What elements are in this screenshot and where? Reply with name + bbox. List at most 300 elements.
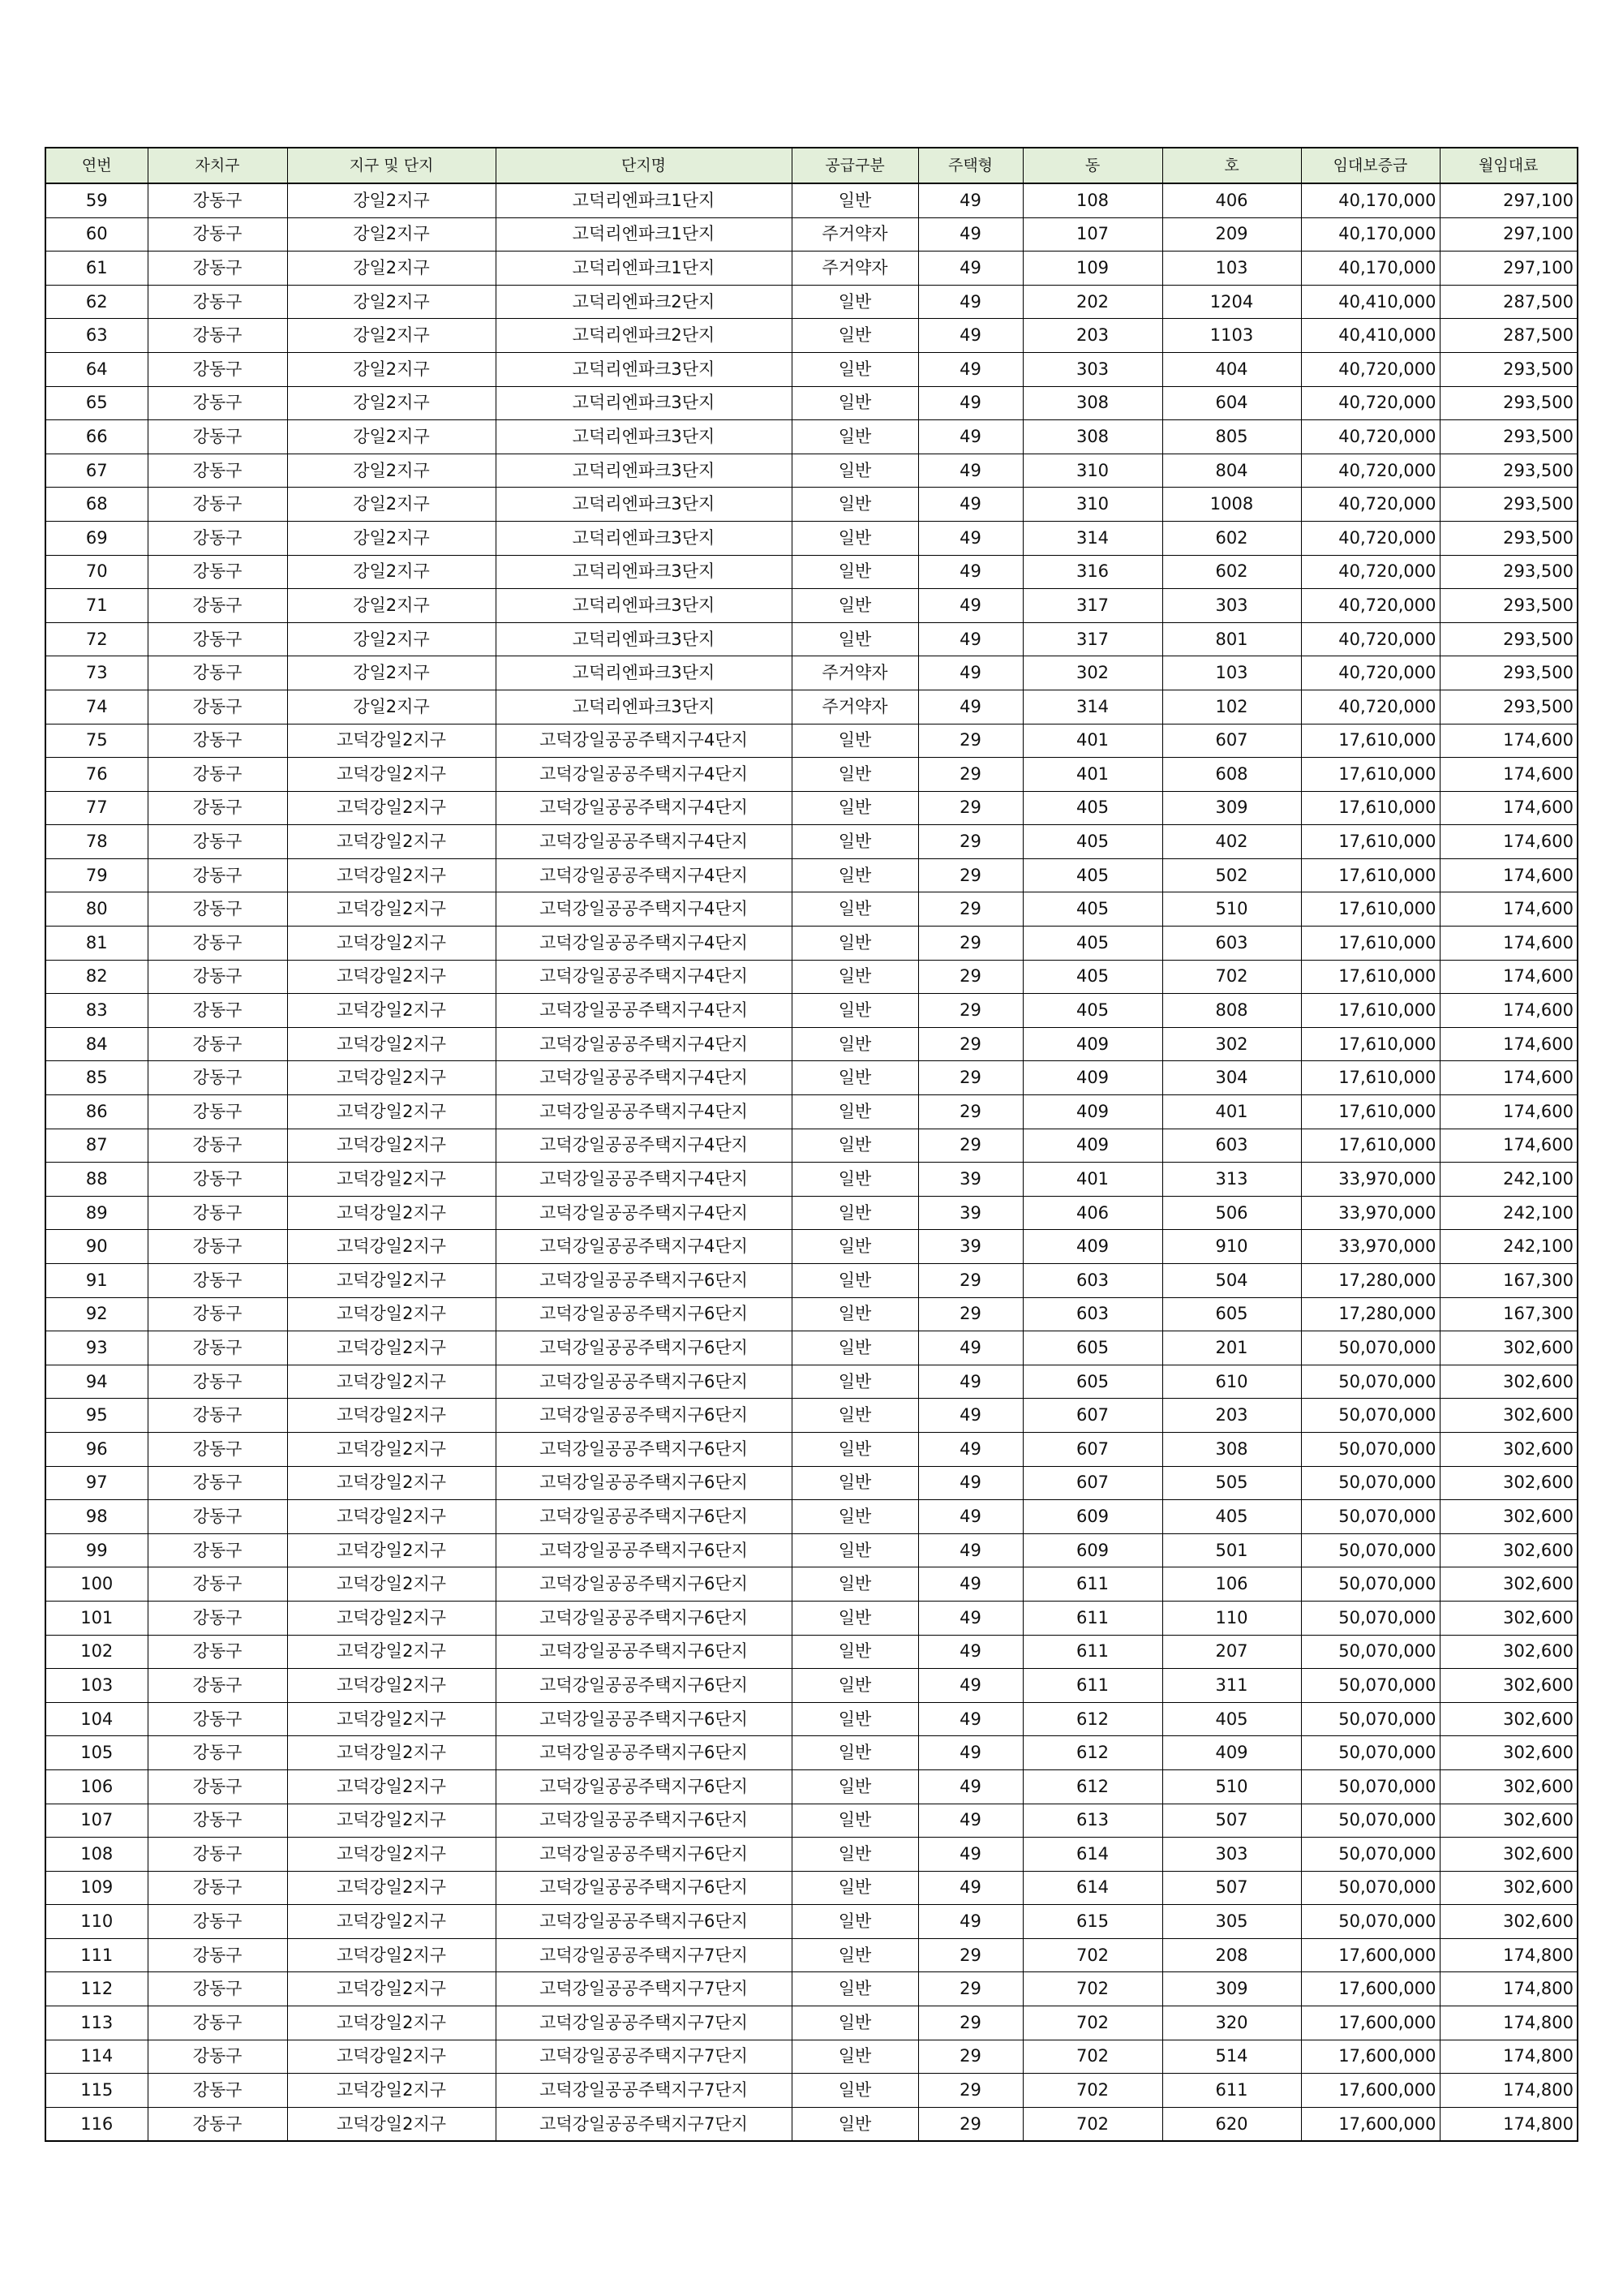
- zone-cell: 고덕강일2지구: [287, 2107, 496, 2141]
- complex-cell: 고덕강일공공주택지구7단지: [496, 2006, 792, 2040]
- deposit-cell: 17,610,000: [1301, 758, 1440, 792]
- unit-cell: 502: [1162, 858, 1301, 892]
- zone-cell: 강일2지구: [287, 589, 496, 623]
- zone-cell: 고덕강일2지구: [287, 1466, 496, 1500]
- zone-cell: 고덕강일2지구: [287, 2040, 496, 2074]
- complex-cell: 고덕강일공공주택지구6단지: [496, 1297, 792, 1331]
- district-cell: 강동구: [148, 1567, 287, 1602]
- unit-type-cell: 49: [918, 217, 1023, 252]
- deposit-cell: 50,070,000: [1301, 1399, 1440, 1433]
- building-cell: 702: [1023, 2107, 1162, 2141]
- deposit-cell: 50,070,000: [1301, 1635, 1440, 1669]
- deposit-cell: 17,610,000: [1301, 960, 1440, 994]
- unit-type-cell: 29: [918, 2006, 1023, 2040]
- unit-type-cell: 29: [918, 960, 1023, 994]
- rent-cell: 174,600: [1440, 724, 1578, 758]
- supply-type-cell: 일반: [792, 1466, 918, 1500]
- col-header-rent: 월임대료: [1440, 148, 1578, 183]
- deposit-cell: 17,610,000: [1301, 927, 1440, 961]
- district-cell: 강동구: [148, 690, 287, 724]
- supply-type-cell: 일반: [792, 1871, 918, 1905]
- deposit-cell: 50,070,000: [1301, 1601, 1440, 1635]
- complex-cell: 고덕강일공공주택지구4단지: [496, 994, 792, 1028]
- unit-cell: 607: [1162, 724, 1301, 758]
- rent-cell: 302,600: [1440, 1769, 1578, 1804]
- building-cell: 405: [1023, 791, 1162, 825]
- district-cell: 강동구: [148, 892, 287, 927]
- deposit-cell: 40,720,000: [1301, 386, 1440, 420]
- district-cell: 강동구: [148, 1129, 287, 1163]
- district-cell: 강동구: [148, 2074, 287, 2108]
- zone-cell: 고덕강일2지구: [287, 1635, 496, 1669]
- unit-cell: 620: [1162, 2107, 1301, 2141]
- complex-cell: 고덕강일공공주택지구4단지: [496, 1230, 792, 1264]
- supply-type-cell: 일반: [792, 622, 918, 656]
- supply-type-cell: 일반: [792, 1163, 918, 1197]
- supply-type-cell: 일반: [792, 1365, 918, 1399]
- unit-type-cell: 49: [918, 1601, 1023, 1635]
- unit-cell: 1204: [1162, 285, 1301, 319]
- unit-type-cell: 29: [918, 825, 1023, 859]
- complex-cell: 고덕강일공공주택지구4단지: [496, 927, 792, 961]
- complex-cell: 고덕강일공공주택지구6단지: [496, 1702, 792, 1736]
- seq-cell: 70: [45, 555, 148, 589]
- complex-cell: 고덕리엔파크1단지: [496, 183, 792, 217]
- unit-type-cell: 49: [918, 521, 1023, 555]
- unit-cell: 507: [1162, 1804, 1301, 1838]
- seq-cell: 93: [45, 1331, 148, 1365]
- unit-type-cell: 49: [918, 1871, 1023, 1905]
- complex-cell: 고덕리엔파크3단지: [496, 589, 792, 623]
- zone-cell: 고덕강일2지구: [287, 1432, 496, 1466]
- seq-cell: 65: [45, 386, 148, 420]
- zone-cell: 강일2지구: [287, 183, 496, 217]
- deposit-cell: 40,720,000: [1301, 488, 1440, 522]
- deposit-cell: 17,610,000: [1301, 825, 1440, 859]
- seq-cell: 76: [45, 758, 148, 792]
- table-row: [45, 1230, 1578, 1264]
- district-cell: 강동구: [148, 1095, 287, 1129]
- deposit-cell: 17,610,000: [1301, 1095, 1440, 1129]
- unit-cell: 404: [1162, 352, 1301, 386]
- building-cell: 405: [1023, 825, 1162, 859]
- building-cell: 607: [1023, 1399, 1162, 1433]
- district-cell: 강동구: [148, 1938, 287, 1972]
- unit-cell: 808: [1162, 994, 1301, 1028]
- district-cell: 강동구: [148, 1601, 287, 1635]
- unit-type-cell: 29: [918, 892, 1023, 927]
- rent-cell: 293,500: [1440, 454, 1578, 488]
- seq-cell: 111: [45, 1938, 148, 1972]
- rent-cell: 287,500: [1440, 319, 1578, 353]
- unit-cell: 103: [1162, 656, 1301, 690]
- seq-cell: 84: [45, 1027, 148, 1061]
- seq-cell: 73: [45, 656, 148, 690]
- deposit-cell: 50,070,000: [1301, 1804, 1440, 1838]
- supply-type-cell: 일반: [792, 2107, 918, 2141]
- zone-cell: 강일2지구: [287, 319, 496, 353]
- district-cell: 강동구: [148, 1669, 287, 1703]
- unit-cell: 608: [1162, 758, 1301, 792]
- rent-cell: 293,500: [1440, 521, 1578, 555]
- table-row: [45, 1365, 1578, 1399]
- complex-cell: 고덕리엔파크3단지: [496, 488, 792, 522]
- district-cell: 강동구: [148, 2107, 287, 2141]
- unit-type-cell: 29: [918, 1061, 1023, 1095]
- col-header-zone: 지구 및 단지: [287, 148, 496, 183]
- zone-cell: 강일2지구: [287, 656, 496, 690]
- seq-cell: 94: [45, 1365, 148, 1399]
- zone-cell: 고덕강일2지구: [287, 1567, 496, 1602]
- building-cell: 308: [1023, 386, 1162, 420]
- unit-cell: 505: [1162, 1466, 1301, 1500]
- building-cell: 612: [1023, 1702, 1162, 1736]
- supply-type-cell: 일반: [792, 1095, 918, 1129]
- zone-cell: 고덕강일2지구: [287, 994, 496, 1028]
- complex-cell: 고덕강일공공주택지구4단지: [496, 1095, 792, 1129]
- deposit-cell: 40,720,000: [1301, 420, 1440, 454]
- rent-cell: 293,500: [1440, 690, 1578, 724]
- supply-type-cell: 일반: [792, 1972, 918, 2006]
- building-cell: 409: [1023, 1095, 1162, 1129]
- deposit-cell: 17,600,000: [1301, 2074, 1440, 2108]
- table-row: [45, 1938, 1578, 1972]
- district-cell: 강동구: [148, 217, 287, 252]
- zone-cell: 고덕강일2지구: [287, 1601, 496, 1635]
- unit-cell: 409: [1162, 1736, 1301, 1770]
- supply-type-cell: 일반: [792, 488, 918, 522]
- supply-type-cell: 일반: [792, 1804, 918, 1838]
- zone-cell: 고덕강일2지구: [287, 1702, 496, 1736]
- deposit-cell: 40,720,000: [1301, 622, 1440, 656]
- supply-type-cell: 일반: [792, 1669, 918, 1703]
- seq-cell: 77: [45, 791, 148, 825]
- deposit-cell: 17,610,000: [1301, 1027, 1440, 1061]
- deposit-cell: 50,070,000: [1301, 1736, 1440, 1770]
- building-cell: 409: [1023, 1230, 1162, 1264]
- unit-type-cell: 49: [918, 285, 1023, 319]
- district-cell: 강동구: [148, 656, 287, 690]
- seq-cell: 115: [45, 2074, 148, 2108]
- unit-cell: 106: [1162, 1567, 1301, 1602]
- deposit-cell: 17,610,000: [1301, 724, 1440, 758]
- building-cell: 405: [1023, 994, 1162, 1028]
- unit-type-cell: 49: [918, 1905, 1023, 1939]
- district-cell: 강동구: [148, 252, 287, 286]
- seq-cell: 59: [45, 183, 148, 217]
- housing-table: [45, 147, 1578, 2142]
- zone-cell: 고덕강일2지구: [287, 1669, 496, 1703]
- rent-cell: 174,600: [1440, 1027, 1578, 1061]
- seq-cell: 99: [45, 1533, 148, 1567]
- district-cell: 강동구: [148, 352, 287, 386]
- zone-cell: 고덕강일2지구: [287, 1365, 496, 1399]
- building-cell: 609: [1023, 1500, 1162, 1534]
- seq-cell: 79: [45, 858, 148, 892]
- seq-cell: 80: [45, 892, 148, 927]
- rent-cell: 302,600: [1440, 1838, 1578, 1872]
- seq-cell: 64: [45, 352, 148, 386]
- zone-cell: 고덕강일2지구: [287, 1061, 496, 1095]
- deposit-cell: 40,170,000: [1301, 252, 1440, 286]
- seq-cell: 97: [45, 1466, 148, 1500]
- complex-cell: 고덕강일공공주택지구7단지: [496, 2107, 792, 2141]
- zone-cell: 고덕강일2지구: [287, 858, 496, 892]
- zone-cell: 고덕강일2지구: [287, 1804, 496, 1838]
- unit-cell: 308: [1162, 1432, 1301, 1466]
- zone-cell: 강일2지구: [287, 386, 496, 420]
- district-cell: 강동구: [148, 1331, 287, 1365]
- district-cell: 강동구: [148, 386, 287, 420]
- unit-cell: 110: [1162, 1601, 1301, 1635]
- seq-cell: 105: [45, 1736, 148, 1770]
- rent-cell: 174,600: [1440, 994, 1578, 1028]
- table-row: [45, 352, 1578, 386]
- zone-cell: 강일2지구: [287, 454, 496, 488]
- rent-cell: 297,100: [1440, 217, 1578, 252]
- seq-cell: 113: [45, 2006, 148, 2040]
- seq-cell: 104: [45, 1702, 148, 1736]
- zone-cell: 강일2지구: [287, 521, 496, 555]
- unit-type-cell: 29: [918, 1095, 1023, 1129]
- rent-cell: 174,600: [1440, 927, 1578, 961]
- rent-cell: 167,300: [1440, 1264, 1578, 1298]
- table-row: [45, 2107, 1578, 2141]
- rent-cell: 302,600: [1440, 1702, 1578, 1736]
- unit-cell: 305: [1162, 1905, 1301, 1939]
- complex-cell: 고덕강일공공주택지구6단지: [496, 1264, 792, 1298]
- unit-type-cell: 49: [918, 1432, 1023, 1466]
- seq-cell: 83: [45, 994, 148, 1028]
- zone-cell: 강일2지구: [287, 252, 496, 286]
- complex-cell: 고덕강일공공주택지구7단지: [496, 1938, 792, 1972]
- unit-cell: 208: [1162, 1938, 1301, 1972]
- complex-cell: 고덕강일공공주택지구4단지: [496, 1196, 792, 1230]
- table-row: [45, 622, 1578, 656]
- complex-cell: 고덕리엔파크3단지: [496, 555, 792, 589]
- building-cell: 303: [1023, 352, 1162, 386]
- district-cell: 강동구: [148, 1533, 287, 1567]
- supply-type-cell: 일반: [792, 285, 918, 319]
- zone-cell: 고덕강일2지구: [287, 724, 496, 758]
- zone-cell: 고덕강일2지구: [287, 1769, 496, 1804]
- unit-type-cell: 49: [918, 1533, 1023, 1567]
- complex-cell: 고덕리엔파크3단지: [496, 690, 792, 724]
- unit-type-cell: 29: [918, 1972, 1023, 2006]
- zone-cell: 고덕강일2지구: [287, 1230, 496, 1264]
- complex-cell: 고덕리엔파크3단지: [496, 656, 792, 690]
- building-cell: 603: [1023, 1297, 1162, 1331]
- table-row: [45, 1567, 1578, 1602]
- rent-cell: 302,600: [1440, 1736, 1578, 1770]
- zone-cell: 강일2지구: [287, 488, 496, 522]
- unit-type-cell: 29: [918, 927, 1023, 961]
- zone-cell: 강일2지구: [287, 352, 496, 386]
- seq-cell: 66: [45, 420, 148, 454]
- supply-type-cell: 일반: [792, 994, 918, 1028]
- complex-cell: 고덕강일공공주택지구6단지: [496, 1804, 792, 1838]
- district-cell: 강동구: [148, 589, 287, 623]
- supply-type-cell: 일반: [792, 927, 918, 961]
- complex-cell: 고덕강일공공주택지구4단지: [496, 724, 792, 758]
- supply-type-cell: 일반: [792, 2006, 918, 2040]
- rent-cell: 174,600: [1440, 791, 1578, 825]
- rent-cell: 167,300: [1440, 1297, 1578, 1331]
- unit-cell: 602: [1162, 555, 1301, 589]
- building-cell: 607: [1023, 1466, 1162, 1500]
- building-cell: 611: [1023, 1669, 1162, 1703]
- table-row: [45, 825, 1578, 859]
- unit-cell: 309: [1162, 791, 1301, 825]
- rent-cell: 174,800: [1440, 2107, 1578, 2141]
- supply-type-cell: 일반: [792, 758, 918, 792]
- deposit-cell: 17,600,000: [1301, 2040, 1440, 2074]
- table-row: [45, 858, 1578, 892]
- building-cell: 612: [1023, 1736, 1162, 1770]
- building-cell: 409: [1023, 1061, 1162, 1095]
- unit-cell: 402: [1162, 825, 1301, 859]
- table-row: [45, 1972, 1578, 2006]
- table-row: [45, 1871, 1578, 1905]
- supply-type-cell: 주거약자: [792, 656, 918, 690]
- complex-cell: 고덕강일공공주택지구6단지: [496, 1399, 792, 1433]
- complex-cell: 고덕리엔파크1단지: [496, 252, 792, 286]
- supply-type-cell: 일반: [792, 960, 918, 994]
- zone-cell: 고덕강일2지구: [287, 1972, 496, 2006]
- unit-type-cell: 29: [918, 758, 1023, 792]
- zone-cell: 고덕강일2지구: [287, 1533, 496, 1567]
- deposit-cell: 17,610,000: [1301, 858, 1440, 892]
- building-cell: 702: [1023, 1938, 1162, 1972]
- complex-cell: 고덕강일공공주택지구6단지: [496, 1567, 792, 1602]
- supply-type-cell: 일반: [792, 1601, 918, 1635]
- unit-type-cell: 39: [918, 1230, 1023, 1264]
- building-cell: 613: [1023, 1804, 1162, 1838]
- seq-cell: 81: [45, 927, 148, 961]
- seq-cell: 68: [45, 488, 148, 522]
- complex-cell: 고덕강일공공주택지구4단지: [496, 825, 792, 859]
- rent-cell: 174,600: [1440, 1129, 1578, 1163]
- district-cell: 강동구: [148, 825, 287, 859]
- complex-cell: 고덕강일공공주택지구6단지: [496, 1736, 792, 1770]
- district-cell: 강동구: [148, 1972, 287, 2006]
- unit-cell: 801: [1162, 622, 1301, 656]
- unit-type-cell: 49: [918, 252, 1023, 286]
- rent-cell: 302,600: [1440, 1871, 1578, 1905]
- complex-cell: 고덕강일공공주택지구6단지: [496, 1905, 792, 1939]
- complex-cell: 고덕리엔파크2단지: [496, 285, 792, 319]
- rent-cell: 302,600: [1440, 1601, 1578, 1635]
- complex-cell: 고덕강일공공주택지구6단지: [496, 1466, 792, 1500]
- building-cell: 310: [1023, 454, 1162, 488]
- rent-cell: 297,100: [1440, 183, 1578, 217]
- table-row: [45, 1466, 1578, 1500]
- col-header-complex: 단지명: [496, 148, 792, 183]
- unit-cell: 103: [1162, 252, 1301, 286]
- supply-type-cell: 일반: [792, 589, 918, 623]
- complex-cell: 고덕강일공공주택지구4단지: [496, 758, 792, 792]
- zone-cell: 강일2지구: [287, 285, 496, 319]
- zone-cell: 고덕강일2지구: [287, 960, 496, 994]
- supply-type-cell: 일반: [792, 1331, 918, 1365]
- unit-type-cell: 49: [918, 690, 1023, 724]
- table-row: [45, 791, 1578, 825]
- unit-type-cell: 49: [918, 589, 1023, 623]
- unit-type-cell: 29: [918, 1264, 1023, 1298]
- unit-type-cell: 49: [918, 1500, 1023, 1534]
- building-cell: 409: [1023, 1027, 1162, 1061]
- supply-type-cell: 일반: [792, 1769, 918, 1804]
- complex-cell: 고덕강일공공주택지구4단지: [496, 858, 792, 892]
- supply-type-cell: 일반: [792, 1905, 918, 1939]
- building-cell: 401: [1023, 758, 1162, 792]
- col-header-building: 동: [1023, 148, 1162, 183]
- unit-type-cell: 29: [918, 2107, 1023, 2141]
- seq-cell: 102: [45, 1635, 148, 1669]
- complex-cell: 고덕강일공공주택지구6단지: [496, 1769, 792, 1804]
- deposit-cell: 17,600,000: [1301, 1938, 1440, 1972]
- table-row: [45, 1736, 1578, 1770]
- unit-cell: 209: [1162, 217, 1301, 252]
- zone-cell: 고덕강일2지구: [287, 1196, 496, 1230]
- table-row: [45, 1702, 1578, 1736]
- seq-cell: 74: [45, 690, 148, 724]
- unit-cell: 804: [1162, 454, 1301, 488]
- rent-cell: 174,600: [1440, 960, 1578, 994]
- supply-type-cell: 일반: [792, 521, 918, 555]
- rent-cell: 293,500: [1440, 352, 1578, 386]
- unit-type-cell: 49: [918, 1635, 1023, 1669]
- unit-type-cell: 29: [918, 994, 1023, 1028]
- complex-cell: 고덕리엔파크3단지: [496, 454, 792, 488]
- seq-cell: 86: [45, 1095, 148, 1129]
- district-cell: 강동구: [148, 2006, 287, 2040]
- supply-type-cell: 일반: [792, 1736, 918, 1770]
- building-cell: 302: [1023, 656, 1162, 690]
- rent-cell: 302,600: [1440, 1466, 1578, 1500]
- unit-cell: 303: [1162, 589, 1301, 623]
- seq-cell: 69: [45, 521, 148, 555]
- district-cell: 강동구: [148, 488, 287, 522]
- table-row: [45, 1129, 1578, 1163]
- complex-cell: 고덕강일공공주택지구6단지: [496, 1500, 792, 1534]
- complex-cell: 고덕강일공공주택지구6단지: [496, 1432, 792, 1466]
- complex-cell: 고덕강일공공주택지구4단지: [496, 1061, 792, 1095]
- supply-type-cell: 일반: [792, 319, 918, 353]
- unit-cell: 304: [1162, 1061, 1301, 1095]
- zone-cell: 고덕강일2지구: [287, 892, 496, 927]
- seq-cell: 95: [45, 1399, 148, 1433]
- building-cell: 702: [1023, 2006, 1162, 2040]
- rent-cell: 287,500: [1440, 285, 1578, 319]
- building-cell: 317: [1023, 589, 1162, 623]
- table-row: [45, 454, 1578, 488]
- col-header-unit-type: 주택형: [918, 148, 1023, 183]
- complex-cell: 고덕리엔파크1단지: [496, 217, 792, 252]
- seq-cell: 62: [45, 285, 148, 319]
- deposit-cell: 50,070,000: [1301, 1500, 1440, 1534]
- complex-cell: 고덕강일공공주택지구4단지: [496, 1163, 792, 1197]
- table-row: [45, 1061, 1578, 1095]
- seq-cell: 78: [45, 825, 148, 859]
- seq-cell: 103: [45, 1669, 148, 1703]
- unit-type-cell: 49: [918, 1331, 1023, 1365]
- district-cell: 강동구: [148, 622, 287, 656]
- district-cell: 강동구: [148, 1466, 287, 1500]
- unit-type-cell: 49: [918, 420, 1023, 454]
- supply-type-cell: 주거약자: [792, 690, 918, 724]
- complex-cell: 고덕강일공공주택지구4단지: [496, 1027, 792, 1061]
